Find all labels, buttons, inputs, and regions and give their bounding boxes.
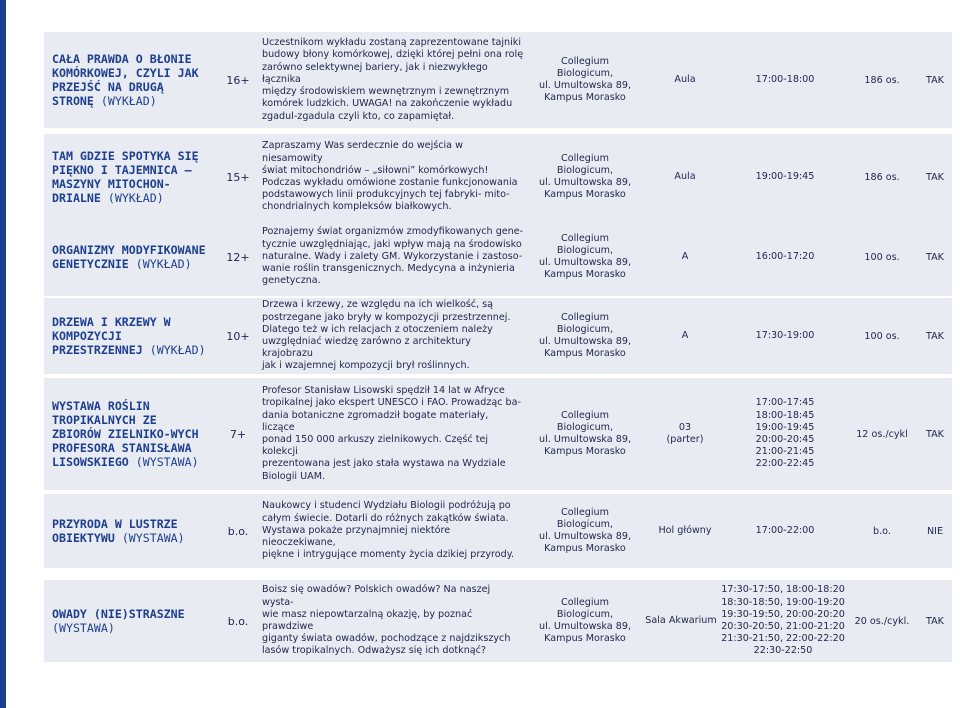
event-time: 17:30-19:00: [755, 329, 815, 341]
event-room: Hol główny: [658, 524, 712, 536]
event-place: Collegium Biologicum, ul. Umultowska 89, Kampus Morasko: [538, 152, 631, 201]
event-title-main: OWADY (NIE)STRASZNE: [52, 607, 185, 621]
event-capacity: 20 os./cykl.: [854, 615, 910, 627]
event-title-main: WYSTAWA ROŚLIN TROPIKALNYCH ZE ZBIORÓW ZIELNIKO-WYCH PROFESORA STANISŁAWA LISOWSKIEGO: [52, 399, 199, 469]
event-title: [52, 517, 212, 545]
event-room: Aula: [674, 170, 696, 182]
event-time: 17:30-17:50, 18:00-18:20 18:30-18:50, 19:00-19:20 19:30-19:50, 20:00-20:20 20:30-20:50, 21:00-21:20 21:30-21:50, 22:00-22:20 22:30-22:50: [721, 584, 845, 657]
age-limit: 10+: [226, 329, 250, 343]
event-time: 19:00-19:45: [755, 170, 815, 182]
event-registration: TAK: [926, 171, 944, 183]
event-type: (WYKŁAD): [149, 343, 206, 357]
event-description: Boisz się owadów? Polskich owadów? Na naszej wysta- wie masz niepowtarzalną okazję, by poznać prawdziwe giganty świata owadów, pochodzące z najdzikszych lasów tropikalnych. Odważysz się ich dotknąć?: [262, 584, 511, 657]
event-description: Poznajemy świat organizmów zmodyfikowanych gene- tycznie uwzględniając, jaki wpływ mają na środowisko naturalne. Wady i zalety GM. Wykorzystanie i zastoso- wanie roślin transgenicznych. Medycyna a inżynieria genetyczna.: [262, 226, 524, 287]
event-capacity: 12 os./cykl: [856, 428, 908, 440]
event-type: (WYKŁAD): [107, 191, 164, 205]
event-title: [52, 52, 212, 108]
event-title-main: TAM GDZIE SPOTYKA SIĘ PIĘKNO I TAJEMNICA – MASZYNY MITOCHON-DRIALNE: [52, 149, 199, 205]
event-description: Zapraszamy Was serdecznie do wejścia w niesamowity świat mitochondriów – „siłowni” komórkowych! Podczas wykładu omówione zostanie funkcjonowania podstawowych linii produkcyjnych tej fabryki- mito- chondrialnych kompleksów białkowych.: [262, 140, 518, 213]
event-place: Collegium Biologicum, ul. Umultowska 89, Kampus Morasko: [538, 55, 631, 104]
left-accent-bar: [0, 0, 6, 708]
table-row: [44, 580, 952, 662]
event-capacity: 100 os.: [864, 330, 900, 342]
event-title: [52, 149, 212, 205]
table-row: [44, 218, 952, 296]
event-time: 17:00-17:45 18:00-18:45 19:00-19:45 20:00-20:45 21:00-21:45 22:00-22:45: [755, 397, 815, 470]
table-row: [44, 32, 952, 128]
event-type: (WYKŁAD): [100, 94, 157, 108]
event-room: Sala Akwarium: [645, 614, 717, 626]
event-type: (WYKŁAD): [135, 257, 192, 271]
event-capacity: 186 os.: [864, 171, 900, 183]
event-registration: TAK: [926, 615, 944, 627]
event-title-main: CAŁA PRAWDA O BŁONIE KOMÓRKOWEJ, CZYLI JAK PRZEJŚĆ NA DRUGĄ STRONĘ: [52, 52, 199, 108]
table-row: [44, 494, 952, 568]
event-time: 17:00-22:00: [755, 524, 815, 536]
event-registration: NIE: [926, 525, 944, 537]
event-registration: TAK: [926, 74, 944, 86]
table-row: [44, 298, 952, 374]
event-place: Collegium Biologicum, ul. Umultowska 89, Kampus Morasko: [538, 409, 631, 458]
event-type: (WYSTAWA): [121, 531, 185, 545]
event-registration: TAK: [926, 251, 944, 263]
event-type: (WYSTAWA): [135, 455, 199, 469]
event-description: Naukowcy i studenci Wydziału Biologii podróżują po całym świecie. Dotarli do różnych zakątków świata. Wystawa pokaże przynajmniej niektóre nieoczekiwane, piękne i intrygujące momenty życia dzikiej przyrody.: [262, 500, 515, 561]
event-room: A: [681, 250, 689, 262]
event-type: (WYSTAWA): [52, 621, 115, 635]
event-title: [52, 315, 212, 357]
event-title-main: ORGANIZMY MODYFIKOWANE GENETYCZNIE: [52, 243, 206, 271]
event-title-main: PRZYRODA W LUSTRZE OBIEKTYWU: [52, 517, 178, 545]
event-title: [52, 607, 212, 635]
event-place: Collegium Biologicum, ul. Umultowska 89, Kampus Morasko: [538, 506, 631, 555]
event-capacity: b.o.: [873, 525, 891, 537]
event-description: Uczestnikom wykładu zostaną zaprezentowane tajniki budowy błony komórkowej, dzięki której pełni ona rolę zarówno selektywnej bariery, jak i niezwykłego łącznika między środowiskiem wewnętrznym i zewnętrznym komórek ludzkich. UWAGA! na zakończenie wykładu zgadul-zgadula czyli kto, co zapamiętał.: [262, 37, 524, 122]
event-time: 16:00-17:20: [755, 250, 815, 262]
event-time: 17:00-18:00: [755, 73, 815, 85]
age-limit: b.o.: [227, 524, 249, 538]
age-limit: 16+: [226, 73, 250, 87]
event-description: Drzewa i krzewy, ze względu na ich wielkość, są postrzegane jako bryły w kompozycji przestrzennej. Dlatego też w ich relacjach z otoczeniem należy uwzględniać wiedzę zarówno z architektury krajobrazu jak i wzajemnej kompozycji brył roślinnych.: [262, 299, 511, 372]
age-limit: 15+: [226, 170, 250, 184]
event-room: 03 (parter): [666, 421, 704, 445]
table-row: [44, 378, 952, 490]
event-room: Aula: [674, 73, 696, 85]
event-registration: TAK: [926, 330, 944, 342]
event-title: [52, 243, 212, 271]
event-capacity: 100 os.: [864, 251, 900, 263]
event-capacity: 186 os.: [864, 74, 900, 86]
event-room: A: [681, 329, 689, 341]
event-place: Collegium Biologicum, ul. Umultowska 89, Kampus Morasko: [538, 232, 631, 281]
event-place: Collegium Biologicum, ul. Umultowska 89, Kampus Morasko: [538, 311, 631, 360]
age-limit: b.o.: [227, 614, 249, 628]
age-limit: 12+: [226, 250, 250, 264]
event-title: [52, 399, 212, 469]
event-title-main: DRZEWA I KRZEWY W KOMPOZYCJI PRZESTRZENNEJ: [52, 315, 171, 357]
table-row: [44, 134, 952, 220]
event-place: Collegium Biologicum, ul. Umultowska 89, Kampus Morasko: [538, 596, 631, 645]
event-registration: TAK: [926, 428, 944, 440]
event-description: Profesor Stanisław Lisowski spędził 14 lat w Afryce tropikalnej jako ekspert UNESCO i FAO. Prowadząc ba- dania botaniczne zgromadził bogate materiały, liczące ponad 150 000 arkuszy zielnikowych. Część tej kolekcji prezentowana jest jako stała wystawa na Wydziale Biologii UAM.: [262, 385, 521, 482]
age-limit: 7+: [229, 427, 247, 441]
